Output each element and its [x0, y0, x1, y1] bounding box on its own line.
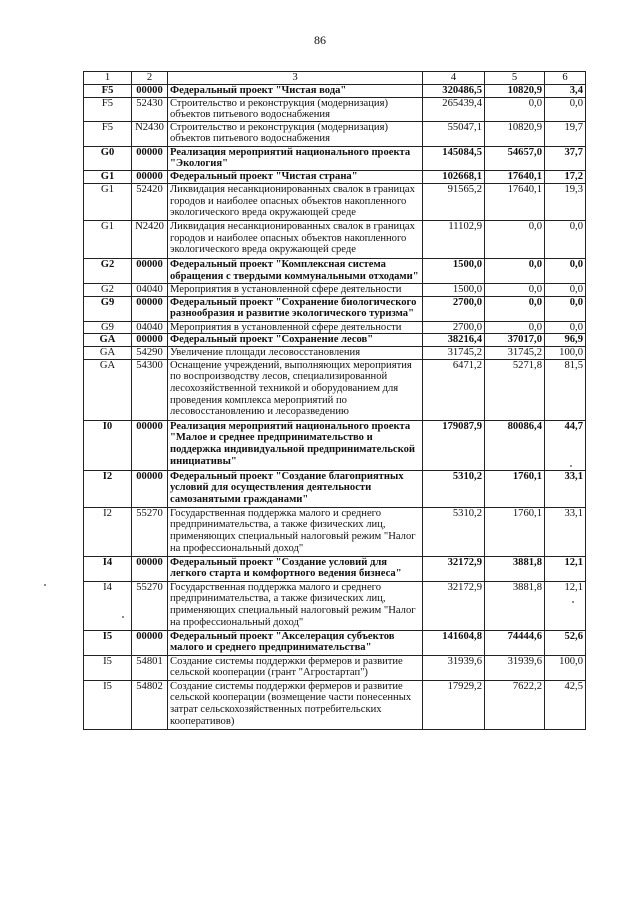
planned-amount-cell: 102668,1	[423, 170, 485, 183]
execution-percent-cell: 0,0	[545, 321, 586, 334]
table-row	[84, 556, 586, 581]
target-article-code-cell: I4	[84, 556, 132, 581]
table-row	[84, 296, 586, 321]
execution-percent-cell: 42,5	[545, 680, 586, 729]
planned-amount-cell: 320486,5	[423, 85, 485, 98]
executed-amount-cell: 0,0	[485, 220, 545, 258]
column-number-row	[84, 72, 586, 85]
item-name-cell: Реализация мероприятий национального проекта "Малое и среднее предпринимательство и поддержка индивидуальной предпринимательской инициативы"	[168, 420, 423, 470]
table-row	[84, 680, 586, 729]
target-article-code-cell: I2	[84, 470, 132, 507]
expense-direction-code-cell: 52420	[132, 183, 168, 220]
expense-direction-code-cell: 00000	[132, 170, 168, 183]
execution-percent-cell: 0,0	[545, 97, 586, 121]
item-name-cell: Государственная поддержка малого и среднего предпринимательства, а также физических лиц, применяющих специальный налоговый режим "Налог на профессиональный доход"	[168, 581, 423, 630]
table-row	[84, 220, 586, 258]
table-row	[84, 347, 586, 360]
executed-amount-cell: 3881,8	[485, 581, 545, 630]
executed-amount-cell: 80086,4	[485, 420, 545, 470]
planned-amount-cell: 2700,0	[423, 296, 485, 321]
planned-amount-cell: 5310,2	[423, 470, 485, 507]
executed-amount-cell: 10820,9	[485, 85, 545, 98]
item-name-cell: Федеральный проект "Чистая вода"	[168, 85, 423, 98]
execution-percent-cell: 100,0	[545, 655, 586, 680]
expense-direction-code-cell: 54801	[132, 655, 168, 680]
item-name-cell: Оснащение учреждений, выполняющих мероприятия по воспроизводству лесов, специализированной лесохозяйственной техникой и оборудованием для проведения комплекса мероприятий по лесовосстановлению и лесоразведению	[168, 359, 423, 420]
table-row	[84, 655, 586, 680]
table-row	[84, 121, 586, 146]
execution-percent-cell: 3,4	[545, 85, 586, 98]
executed-amount-cell: 17640,1	[485, 170, 545, 183]
item-name-cell: Федеральный проект "Акселерация субъектов малого и среднего предпринимательства"	[168, 630, 423, 655]
execution-percent-cell: 0,0	[545, 220, 586, 258]
execution-percent-cell: 12,1	[545, 556, 586, 581]
expense-direction-code-cell: 00000	[132, 556, 168, 581]
budget-execution-table	[83, 71, 586, 730]
table-row	[84, 258, 586, 283]
execution-percent-cell: 96,9	[545, 334, 586, 347]
executed-amount-cell: 74444,6	[485, 630, 545, 655]
planned-amount-cell: 38216,4	[423, 334, 485, 347]
planned-amount-cell: 91565,2	[423, 183, 485, 220]
scan-speck	[570, 465, 572, 467]
item-name-cell: Увеличение площади лесовосстановления	[168, 347, 423, 360]
planned-amount-cell: 31939,6	[423, 655, 485, 680]
item-name-cell: Федеральный проект "Сохранение лесов"	[168, 334, 423, 347]
expense-direction-code-cell: 00000	[132, 334, 168, 347]
column-number-header: 2	[132, 72, 168, 85]
planned-amount-cell: 31745,2	[423, 347, 485, 360]
table-row	[84, 85, 586, 98]
table-row	[84, 283, 586, 296]
column-number-header: 6	[545, 72, 586, 85]
table-row	[84, 321, 586, 334]
planned-amount-cell: 141604,8	[423, 630, 485, 655]
execution-percent-cell: 17,2	[545, 170, 586, 183]
expense-direction-code-cell: 00000	[132, 296, 168, 321]
page-number: 86	[314, 33, 326, 47]
planned-amount-cell: 145084,5	[423, 146, 485, 170]
executed-amount-cell: 5271,8	[485, 359, 545, 420]
target-article-code-cell: I0	[84, 420, 132, 470]
target-article-code-cell: I5	[84, 655, 132, 680]
executed-amount-cell: 0,0	[485, 258, 545, 283]
planned-amount-cell: 265439,4	[423, 97, 485, 121]
target-article-code-cell: G1	[84, 183, 132, 220]
table-row	[84, 359, 586, 420]
execution-percent-cell: 0,0	[545, 258, 586, 283]
target-article-code-cell: I5	[84, 630, 132, 655]
target-article-code-cell: G2	[84, 258, 132, 283]
execution-percent-cell: 12,1	[545, 581, 586, 630]
target-article-code-cell: F5	[84, 121, 132, 146]
executed-amount-cell: 7622,2	[485, 680, 545, 729]
scan-speck	[44, 584, 46, 586]
item-name-cell: Ликвидация несанкционированных свалок в границах городов и наиболее опасных объектов накопленного экологического вреда окружающей среде	[168, 220, 423, 258]
planned-amount-cell: 6471,2	[423, 359, 485, 420]
target-article-code-cell: G1	[84, 220, 132, 258]
target-article-code-cell: GA	[84, 347, 132, 360]
table-row	[84, 470, 586, 507]
execution-percent-cell: 0,0	[545, 283, 586, 296]
expense-direction-code-cell: 54290	[132, 347, 168, 360]
planned-amount-cell: 1500,0	[423, 258, 485, 283]
expense-direction-code-cell: 55270	[132, 507, 168, 556]
item-name-cell: Федеральный проект "Чистая страна"	[168, 170, 423, 183]
target-article-code-cell: I5	[84, 680, 132, 729]
executed-amount-cell: 37017,0	[485, 334, 545, 347]
planned-amount-cell: 5310,2	[423, 507, 485, 556]
execution-percent-cell: 0,0	[545, 296, 586, 321]
item-name-cell: Строительство и реконструкция (модернизация) объектов питьевого водоснабжения	[168, 97, 423, 121]
expense-direction-code-cell: 00000	[132, 146, 168, 170]
target-article-code-cell: I2	[84, 507, 132, 556]
column-number-header: 5	[485, 72, 545, 85]
executed-amount-cell: 31745,2	[485, 347, 545, 360]
planned-amount-cell: 32172,9	[423, 556, 485, 581]
executed-amount-cell: 1760,1	[485, 507, 545, 556]
expense-direction-code-cell: 00000	[132, 258, 168, 283]
target-article-code-cell: G9	[84, 321, 132, 334]
table-row	[84, 581, 586, 630]
planned-amount-cell: 17929,2	[423, 680, 485, 729]
target-article-code-cell: I4	[84, 581, 132, 630]
execution-percent-cell: 33,1	[545, 507, 586, 556]
executed-amount-cell: 10820,9	[485, 121, 545, 146]
executed-amount-cell: 0,0	[485, 97, 545, 121]
item-name-cell: Строительство и реконструкция (модернизация) объектов питьевого водоснабжения	[168, 121, 423, 146]
item-name-cell: Федеральный проект "Создание благоприятных условий для осуществления деятельности самозанятыми гражданами"	[168, 470, 423, 507]
expense-direction-code-cell: 52430	[132, 97, 168, 121]
item-name-cell: Создание системы поддержки фермеров и развитие сельской кооперации (грант "Агростартап")	[168, 655, 423, 680]
planned-amount-cell: 11102,9	[423, 220, 485, 258]
expense-direction-code-cell: 55270	[132, 581, 168, 630]
item-name-cell: Ликвидация несанкционированных свалок в границах городов и наиболее опасных объектов накопленного экологического вреда окружающей среде	[168, 183, 423, 220]
table-row	[84, 146, 586, 170]
executed-amount-cell: 3881,8	[485, 556, 545, 581]
executed-amount-cell: 17640,1	[485, 183, 545, 220]
expense-direction-code-cell: 00000	[132, 470, 168, 507]
table-row	[84, 97, 586, 121]
execution-percent-cell: 81,5	[545, 359, 586, 420]
item-name-cell: Федеральный проект "Сохранение биологического разнообразия и развитие экологического туризма"	[168, 296, 423, 321]
target-article-code-cell: GA	[84, 359, 132, 420]
planned-amount-cell: 55047,1	[423, 121, 485, 146]
item-name-cell: Создание системы поддержки фермеров и развитие сельской кооперации (возмещение части понесенных затрат сельскохозяйственных потребительских кооперативов)	[168, 680, 423, 729]
item-name-cell: Мероприятия в установленной сфере деятельности	[168, 321, 423, 334]
target-article-code-cell: F5	[84, 85, 132, 98]
target-article-code-cell: G1	[84, 170, 132, 183]
expense-direction-code-cell: 00000	[132, 420, 168, 470]
table-body	[84, 85, 586, 730]
item-name-cell: Федеральный проект "Комплексная система обращения с твердыми коммунальными отходами"	[168, 258, 423, 283]
item-name-cell: Реализация мероприятий национального проекта "Экология"	[168, 146, 423, 170]
expense-direction-code-cell: 54802	[132, 680, 168, 729]
target-article-code-cell: G2	[84, 283, 132, 296]
execution-percent-cell: 44,7	[545, 420, 586, 470]
table-row	[84, 183, 586, 220]
executed-amount-cell: 0,0	[485, 283, 545, 296]
expense-direction-code-cell: 04040	[132, 321, 168, 334]
scan-speck	[572, 601, 574, 603]
executed-amount-cell: 0,0	[485, 296, 545, 321]
table-row	[84, 334, 586, 347]
execution-percent-cell: 19,7	[545, 121, 586, 146]
planned-amount-cell: 32172,9	[423, 581, 485, 630]
expense-direction-code-cell: 04040	[132, 283, 168, 296]
table-row	[84, 630, 586, 655]
planned-amount-cell: 179087,9	[423, 420, 485, 470]
execution-percent-cell: 33,1	[545, 470, 586, 507]
item-name-cell: Мероприятия в установленной сфере деятельности	[168, 283, 423, 296]
column-number-header: 3	[168, 72, 423, 85]
table-row	[84, 507, 586, 556]
expense-direction-code-cell: N2430	[132, 121, 168, 146]
target-article-code-cell: GA	[84, 334, 132, 347]
target-article-code-cell: F5	[84, 97, 132, 121]
execution-percent-cell: 19,3	[545, 183, 586, 220]
expense-direction-code-cell: 00000	[132, 85, 168, 98]
executed-amount-cell: 1760,1	[485, 470, 545, 507]
executed-amount-cell: 31939,6	[485, 655, 545, 680]
execution-percent-cell: 100,0	[545, 347, 586, 360]
column-number-header: 4	[423, 72, 485, 85]
target-article-code-cell: G9	[84, 296, 132, 321]
column-number-header: 1	[84, 72, 132, 85]
executed-amount-cell: 54657,0	[485, 146, 545, 170]
target-article-code-cell: G0	[84, 146, 132, 170]
expense-direction-code-cell: 00000	[132, 630, 168, 655]
execution-percent-cell: 52,6	[545, 630, 586, 655]
executed-amount-cell: 0,0	[485, 321, 545, 334]
planned-amount-cell: 1500,0	[423, 283, 485, 296]
execution-percent-cell: 37,7	[545, 146, 586, 170]
item-name-cell: Государственная поддержка малого и среднего предпринимательства, а также физических лиц, применяющих специальный налоговый режим "Налог на профессиональный доход"	[168, 507, 423, 556]
table-row	[84, 420, 586, 470]
expense-direction-code-cell: N2420	[132, 220, 168, 258]
scan-speck	[122, 616, 124, 618]
planned-amount-cell: 2700,0	[423, 321, 485, 334]
item-name-cell: Федеральный проект "Создание условий для легкого старта и комфортного ведения бизнеса"	[168, 556, 423, 581]
table-row	[84, 170, 586, 183]
expense-direction-code-cell: 54300	[132, 359, 168, 420]
